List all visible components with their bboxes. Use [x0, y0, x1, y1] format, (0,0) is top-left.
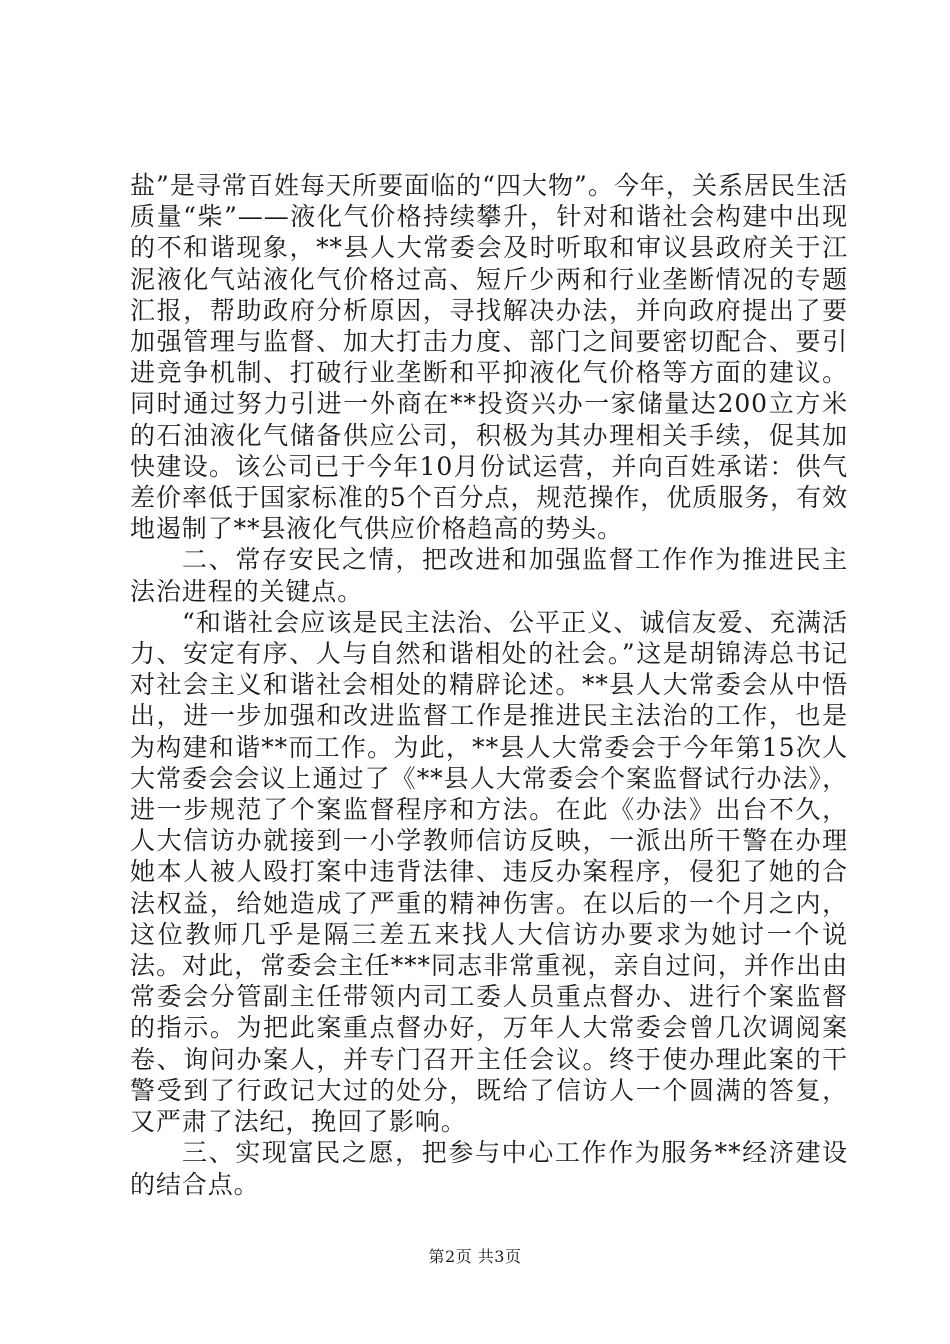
paragraph-supervision: “和谐社会应该是民主法治、公平正义、诚信友爱、充满活力、安定有序、人与自然和谐相处的社会。”这是胡锦涛总书记对社会主义和谐社会相处的精辟论述。**县人大常委会从中悟出，进一步加强和改进监督工作是推进民主法治的工作，也是为构建和谐**而工作。为此，**县人大常委会于今年第15次人大常委会会议上通过了《**县人大常委会个案监督试行办法》，进一步规范了个案监督程序和方法。在此《办法》出台不久，人大信访办就接到一小学教师信访反映，一派出所干警在办理她本人被人殴打案中违背法律、违反办案程序，侵犯了她的合法权益，给她造成了严重的精神伤害。在以后的一个月之内，这位教师几乎是隔三差五来找人大信访办要求为她讨一个说法。对此，常委会主任***同志非常重视，亲自过问，并作出由常委会分管副主任带领内司工委人员重点督办、进行个案监督的指示。为把此案重点督办好，万年人大常委会曾几次调阅案卷、询问办案人，并专门召开主任会议。终于使办理此案的干警受到了行政记大过的处分，既给了信访人一个圆满的答复，又严肃了法纪，挽回了影响。 — [130, 607, 848, 1137]
paragraph-continuation: 盐”是寻常百姓每天所要面临的“四大物”。今年，关系居民生活质量“柴”——液化气价格持续攀升，针对和谐社会构建中出现的不和谐现象，**县人大常委会及时听取和审议县政府关于江泥液化气站液化气价格过高、短斤少两和行业垄断情况的专题汇报，帮助政府分析原因，寻找解决办法，并向政府提出了要加强管理与监督、加大打击力度、部门之间要密切配合、要引进竞争机制、打破行业垄断和平抑液化气价格等方面的建议。同时通过努力引进一外商在**投资兴办一家储量达200立方米的石油液化气储备供应公司，积极为其办理相关手续，促其加快建设。该公司已于今年10月份试运营，并向百姓承诺：供气差价率低于国家标准的5个百分点，规范操作，优质服务，有效地遏制了**县液化气供应价格趋高的势头。 — [130, 171, 848, 544]
page-footer: 第2页 共3页 — [428, 1247, 522, 1266]
section-heading-two: 二、常存安民之情，把改进和加强监督工作作为推进民主法治进程的关键点。 — [130, 545, 848, 606]
document-body — [130, 170, 848, 1200]
section-heading-three: 三、实现富民之愿，把参与中心工作作为服务**经济建设的结合点。 — [130, 1138, 848, 1199]
